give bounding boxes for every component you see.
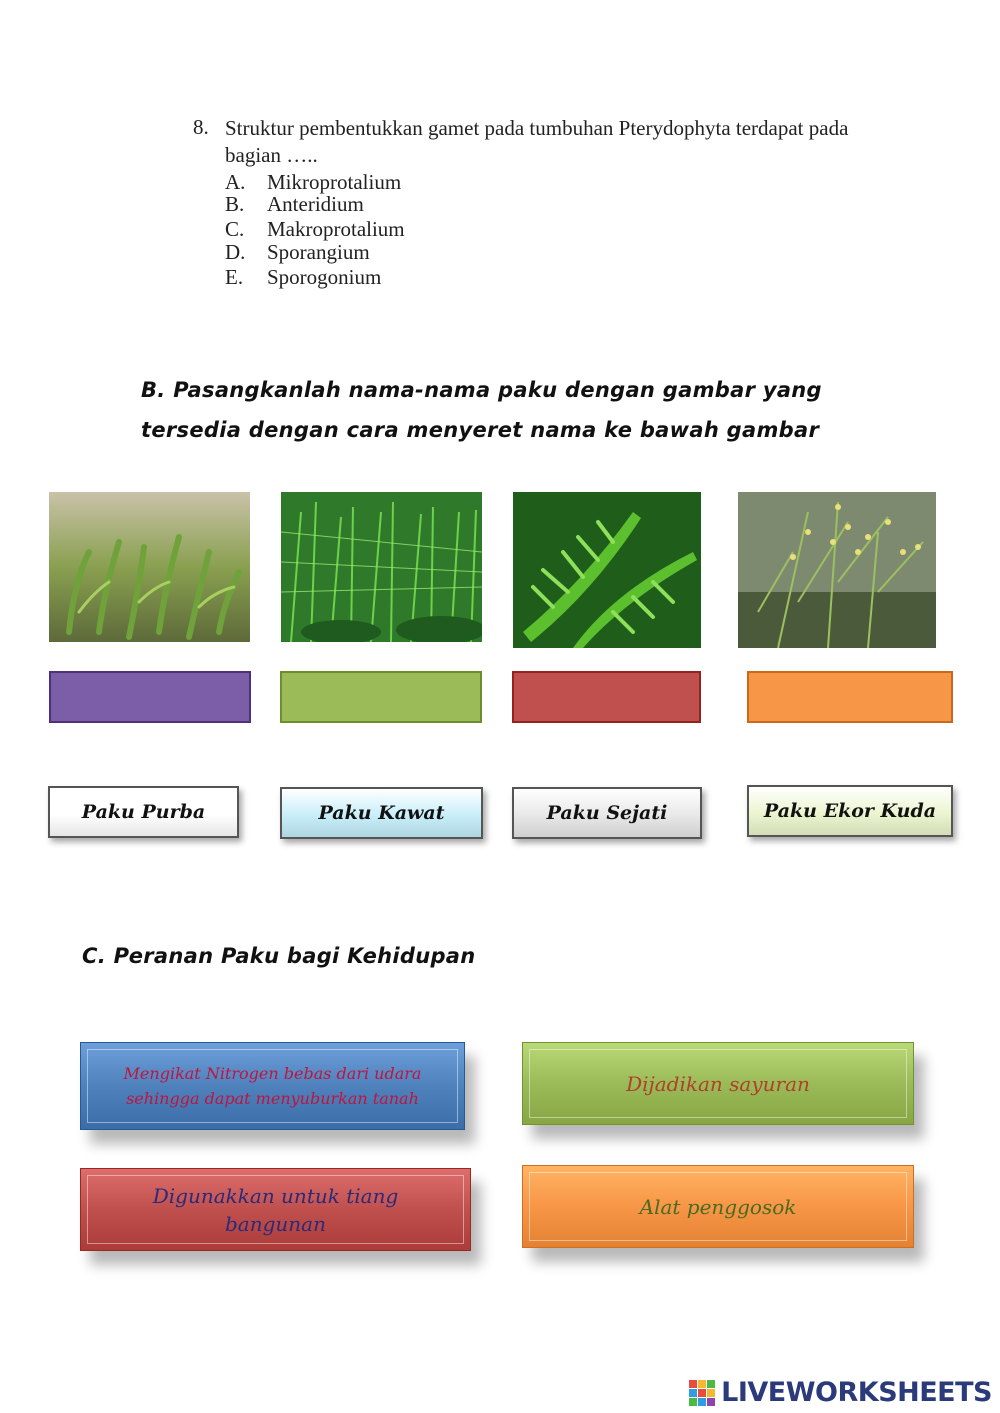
name-tag-paku-ekor-kuda[interactable]: Paku Ekor Kuda: [747, 785, 953, 837]
logo-mark-icon: [689, 1380, 715, 1406]
photo-whisk-fern: [738, 492, 936, 648]
role-card-label: Dijadikan sayuran: [626, 1071, 810, 1096]
role-card-label: Alat penggosok: [639, 1194, 797, 1219]
logo-text: LIVEWORKSHEETS: [721, 1377, 992, 1408]
option-e[interactable]: [225, 265, 381, 290]
section-b-heading-line2: tersedia dengan cara menyeret nama ke bawah gambar: [141, 418, 820, 442]
drop-zone-2[interactable]: [280, 671, 482, 723]
role-card-label: Mengikat Nitrogen bebas dari udara sehingga dapat menyuburkan tanah: [123, 1064, 422, 1108]
option-letter: C.: [225, 217, 245, 241]
option-label: Makroprotalium: [267, 217, 405, 241]
option-letter: E.: [225, 265, 244, 289]
role-card-1[interactable]: [80, 1042, 465, 1130]
drop-zone-3[interactable]: [512, 671, 701, 723]
option-letter: B.: [225, 192, 245, 216]
question-number: 8.: [193, 115, 209, 139]
role-card-4[interactable]: [522, 1165, 914, 1248]
option-letter: D.: [225, 240, 246, 264]
option-label: Anteridium: [267, 192, 364, 216]
option-b[interactable]: [225, 192, 364, 217]
role-card-3[interactable]: [80, 1168, 471, 1251]
role-card-label: Digunakkan untuk tiang bangunan: [152, 1183, 399, 1236]
name-tag-paku-sejati[interactable]: Paku Sejati: [512, 787, 702, 839]
drop-zone-1[interactable]: [49, 671, 251, 723]
option-label: Mikroprotalium: [267, 170, 402, 194]
liveworksheets-logo: [689, 1377, 992, 1408]
photo-horsetail-field: [281, 492, 482, 642]
option-letter: A.: [225, 170, 246, 194]
option-label: Sporogonium: [267, 265, 382, 289]
role-card-2[interactable]: [522, 1042, 914, 1125]
option-d[interactable]: [225, 240, 370, 265]
option-label: Sporangium: [267, 240, 370, 264]
drop-zone-4[interactable]: [747, 671, 953, 723]
photo-club-moss: [49, 492, 250, 642]
photo-fern-frond: [513, 492, 701, 648]
section-c-heading: C. Peranan Paku bagi Kehidupan: [82, 944, 476, 968]
question-text: Struktur pembentukkan gamet pada tumbuhan Pterydophyta terdapat pada bagian …..: [225, 116, 849, 167]
section-b-heading-line1: B. Pasangkanlah nama-nama paku dengan gambar yang: [141, 378, 822, 402]
name-tag-paku-purba[interactable]: Paku Purba: [48, 786, 239, 838]
option-c[interactable]: [225, 217, 405, 242]
name-tag-paku-kawat[interactable]: Paku Kawat: [280, 787, 483, 839]
